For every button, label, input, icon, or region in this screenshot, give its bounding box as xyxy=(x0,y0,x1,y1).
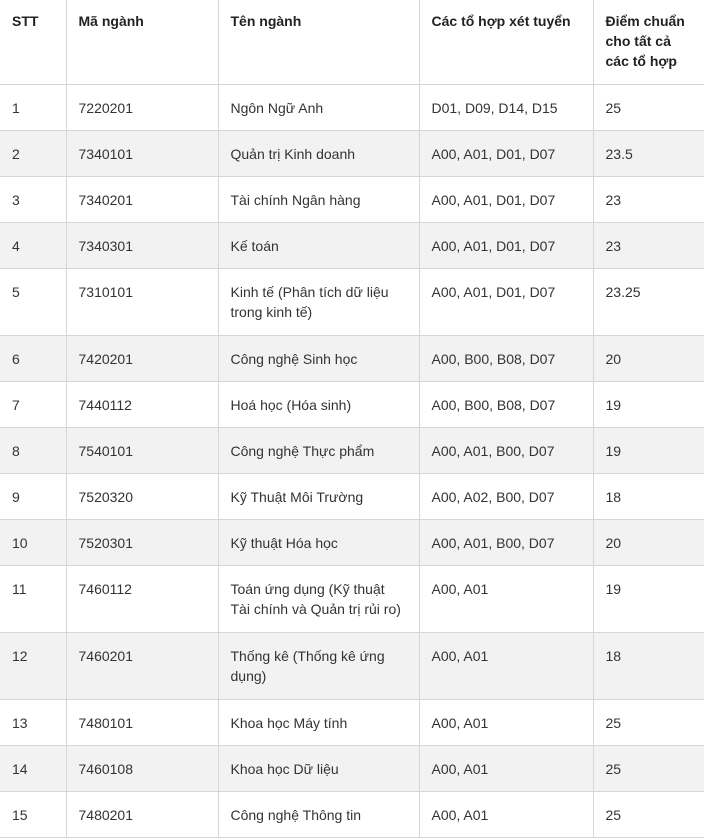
header-major-name: Tên ngành xyxy=(218,0,419,84)
cell-name: Kỹ Thuật Môi Trường xyxy=(218,473,419,519)
cell-combos: D01, D09, D14, D15 xyxy=(419,84,593,130)
cell-stt: 7 xyxy=(0,381,66,427)
cell-stt: 1 xyxy=(0,84,66,130)
cell-code: 7310101 xyxy=(66,268,218,335)
cell-code: 7540101 xyxy=(66,427,218,473)
cell-name: Khoa học Dữ liệu xyxy=(218,745,419,791)
cell-combos: A00, A01, D01, D07 xyxy=(419,176,593,222)
cell-name: Khoa học Máy tính xyxy=(218,699,419,745)
cell-name: Toán ứng dụng (Kỹ thuật Tài chính và Quản trị rủi ro) xyxy=(218,565,419,632)
cell-stt: 14 xyxy=(0,745,66,791)
cell-code: 7460108 xyxy=(66,745,218,791)
cell-score: 23.25 xyxy=(593,268,704,335)
table-row xyxy=(0,519,704,565)
cell-code: 7520301 xyxy=(66,519,218,565)
cell-code: 7480201 xyxy=(66,791,218,837)
cell-stt: 3 xyxy=(0,176,66,222)
cell-code: 7460201 xyxy=(66,632,218,699)
cell-stt: 13 xyxy=(0,699,66,745)
cell-code: 7480101 xyxy=(66,699,218,745)
cell-combos: A00, A01, D01, D07 xyxy=(419,130,593,176)
table-row xyxy=(0,335,704,381)
cell-name: Kinh tế (Phân tích dữ liệu trong kinh tế) xyxy=(218,268,419,335)
cell-stt: 4 xyxy=(0,222,66,268)
header-stt: STT xyxy=(0,0,66,84)
cell-score: 20 xyxy=(593,519,704,565)
cell-stt: 12 xyxy=(0,632,66,699)
cell-combos: A00, A01 xyxy=(419,745,593,791)
cell-name: Tài chính Ngân hàng xyxy=(218,176,419,222)
cell-name: Công nghệ Thông tin xyxy=(218,791,419,837)
cell-code: 7520320 xyxy=(66,473,218,519)
cell-stt: 2 xyxy=(0,130,66,176)
table-row xyxy=(0,473,704,519)
table-row xyxy=(0,791,704,837)
cell-score: 20 xyxy=(593,335,704,381)
cell-name: Thống kê (Thống kê ứng dụng) xyxy=(218,632,419,699)
cell-code: 7340101 xyxy=(66,130,218,176)
cell-combos: A00, B00, B08, D07 xyxy=(419,335,593,381)
cell-stt: 5 xyxy=(0,268,66,335)
cell-stt: 10 xyxy=(0,519,66,565)
cell-code: 7340301 xyxy=(66,222,218,268)
cell-name: Hoá học (Hóa sinh) xyxy=(218,381,419,427)
cell-score: 23.5 xyxy=(593,130,704,176)
cell-combos: A00, A01 xyxy=(419,565,593,632)
cell-score: 18 xyxy=(593,473,704,519)
table-row xyxy=(0,130,704,176)
cell-score: 23 xyxy=(593,176,704,222)
header-cutoff-score: Điểm chuẩn cho tất cả các tổ hợp xyxy=(593,0,704,84)
cell-stt: 9 xyxy=(0,473,66,519)
cell-combos: A00, A01 xyxy=(419,632,593,699)
cell-code: 7340201 xyxy=(66,176,218,222)
cell-stt: 6 xyxy=(0,335,66,381)
cell-score: 19 xyxy=(593,565,704,632)
table-row xyxy=(0,745,704,791)
cell-combos: A00, B00, B08, D07 xyxy=(419,381,593,427)
cell-name: Công nghệ Sinh học xyxy=(218,335,419,381)
cell-combos: A00, A01, B00, D07 xyxy=(419,427,593,473)
table-row xyxy=(0,84,704,130)
cell-combos: A00, A01, D01, D07 xyxy=(419,222,593,268)
table-row xyxy=(0,699,704,745)
cell-score: 23 xyxy=(593,222,704,268)
cell-name: Ngôn Ngữ Anh xyxy=(218,84,419,130)
cell-stt: 11 xyxy=(0,565,66,632)
cell-stt: 8 xyxy=(0,427,66,473)
table-row xyxy=(0,268,704,335)
cell-combos: A00, A01, D01, D07 xyxy=(419,268,593,335)
header-subject-combos: Các tổ hợp xét tuyển xyxy=(419,0,593,84)
header-major-code: Mã ngành xyxy=(66,0,218,84)
table-row xyxy=(0,381,704,427)
table-row xyxy=(0,565,704,632)
cell-combos: A00, A01, B00, D07 xyxy=(419,519,593,565)
cell-combos: A00, A02, B00, D07 xyxy=(419,473,593,519)
table-row xyxy=(0,222,704,268)
cell-name: Kế toán xyxy=(218,222,419,268)
cell-code: 7420201 xyxy=(66,335,218,381)
table-row xyxy=(0,427,704,473)
cell-code: 7220201 xyxy=(66,84,218,130)
cell-score: 25 xyxy=(593,84,704,130)
cell-score: 19 xyxy=(593,381,704,427)
cell-score: 25 xyxy=(593,745,704,791)
table-row xyxy=(0,176,704,222)
cell-code: 7460112 xyxy=(66,565,218,632)
cell-name: Quản trị Kinh doanh xyxy=(218,130,419,176)
cell-name: Kỹ thuật Hóa học xyxy=(218,519,419,565)
cell-score: 19 xyxy=(593,427,704,473)
cell-score: 25 xyxy=(593,791,704,837)
cell-code: 7440112 xyxy=(66,381,218,427)
cell-combos: A00, A01 xyxy=(419,699,593,745)
cell-score: 18 xyxy=(593,632,704,699)
table-row xyxy=(0,632,704,699)
cell-stt: 15 xyxy=(0,791,66,837)
table-header-row xyxy=(0,0,704,84)
cell-name: Công nghệ Thực phẩm xyxy=(218,427,419,473)
cell-score: 25 xyxy=(593,699,704,745)
cell-combos: A00, A01 xyxy=(419,791,593,837)
